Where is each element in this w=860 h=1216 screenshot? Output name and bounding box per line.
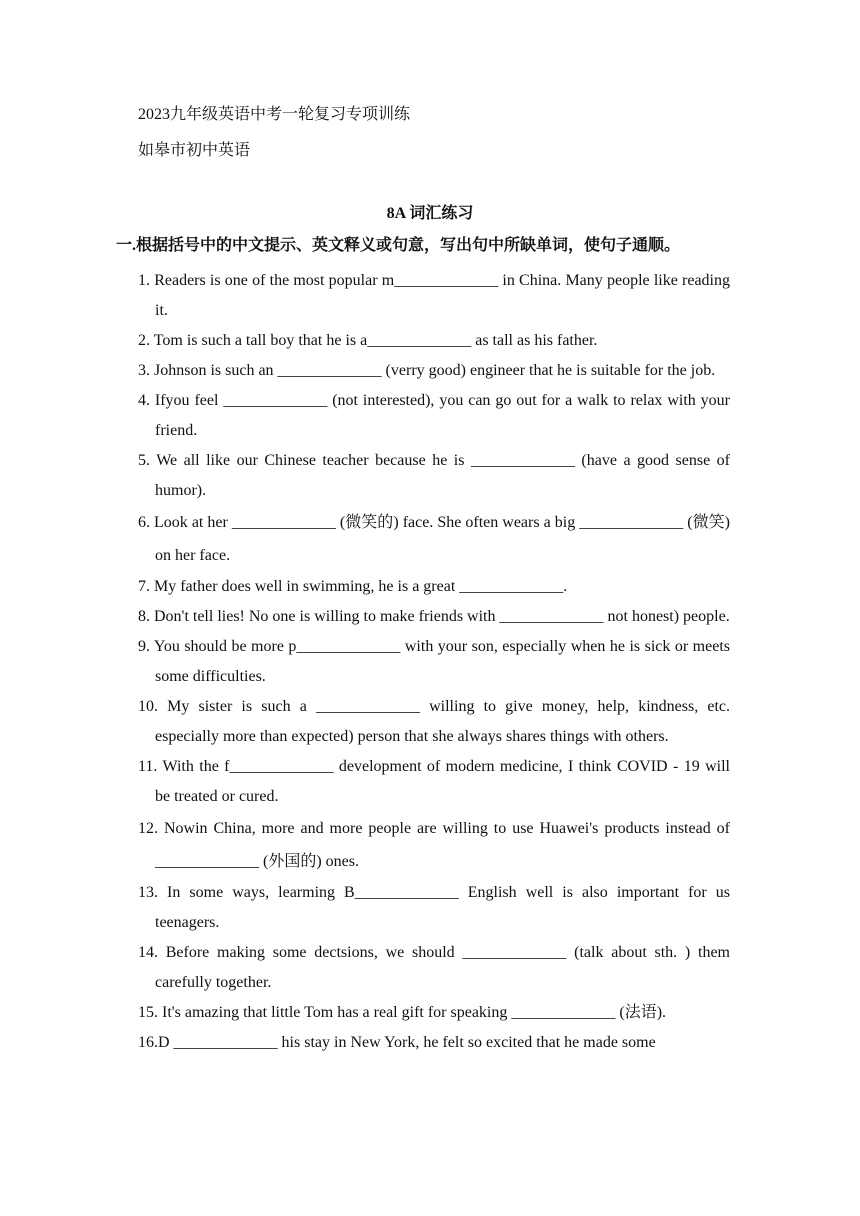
- question-item: 8. Don't tell lies! No one is willing to make friends with _____________ not honest) people.: [138, 608, 730, 625]
- question-item: 11. With the f_____________ development of modern medicine, I think COVID - 19 will be treated or cured.: [138, 758, 730, 805]
- question-item: 15. It's amazing that little Tom has a real gift for speaking _____________ (法语).: [138, 1004, 667, 1021]
- question-item: 16.D _____________ his stay in New York, he felt so excited that he made some: [138, 1034, 656, 1051]
- header-exam-title: 2023九年级英语中考一轮复习专项训练: [138, 106, 411, 123]
- question-item: 13. In some ways, learming B_____________ English well is also important for us teenagers.: [138, 884, 730, 931]
- question-item: 1. Readers is one of the most popular m_____________ in China. Many people like reading it.: [138, 272, 730, 319]
- question-item: 6. Look at her _____________ (微笑的) face. She often wears a big _____________ (微笑) on her face.: [138, 514, 730, 564]
- question-item: 7. My father does well in swimming, he is a great _____________.: [138, 578, 568, 595]
- question-item: 9. You should be more p_____________ with your son, especially when he is sick or meets some difficulties.: [138, 638, 730, 685]
- question-item: 2. Tom is such a tall boy that he is a_____________ as tall as his father.: [138, 332, 598, 349]
- section-heading: 一.根据括号中的中文提示、英文释义或句意，写出句中所缺单词，使句子通顺。: [116, 237, 681, 254]
- header-school-name: 如皋市初中英语: [138, 142, 251, 159]
- question-item: 10. My sister is such a _____________ willing to give money, help, kindness, etc. especially more than expected) person that she always shares things with others.: [138, 698, 730, 745]
- document-title: 8A 词汇练习: [386, 205, 474, 222]
- question-item: 12. Nowin China, more and more people are willing to use Huawei's products instead of _____________ (外国的) ones.: [138, 820, 730, 870]
- question-item: 3. Johnson is such an _____________ (verry good) engineer that he is suitable for the job.: [138, 362, 716, 379]
- question-item: 14. Before making some dectsions, we should _____________ (talk about sth. ) them carefully together.: [138, 944, 730, 991]
- question-list: [138, 266, 730, 1058]
- question-item: 5. We all like our Chinese teacher because he is _____________ (have a good sense of humor).: [138, 452, 730, 499]
- question-item: 4. Ifyou feel _____________ (not interested), you can go out for a walk to relax with your friend.: [138, 392, 730, 439]
